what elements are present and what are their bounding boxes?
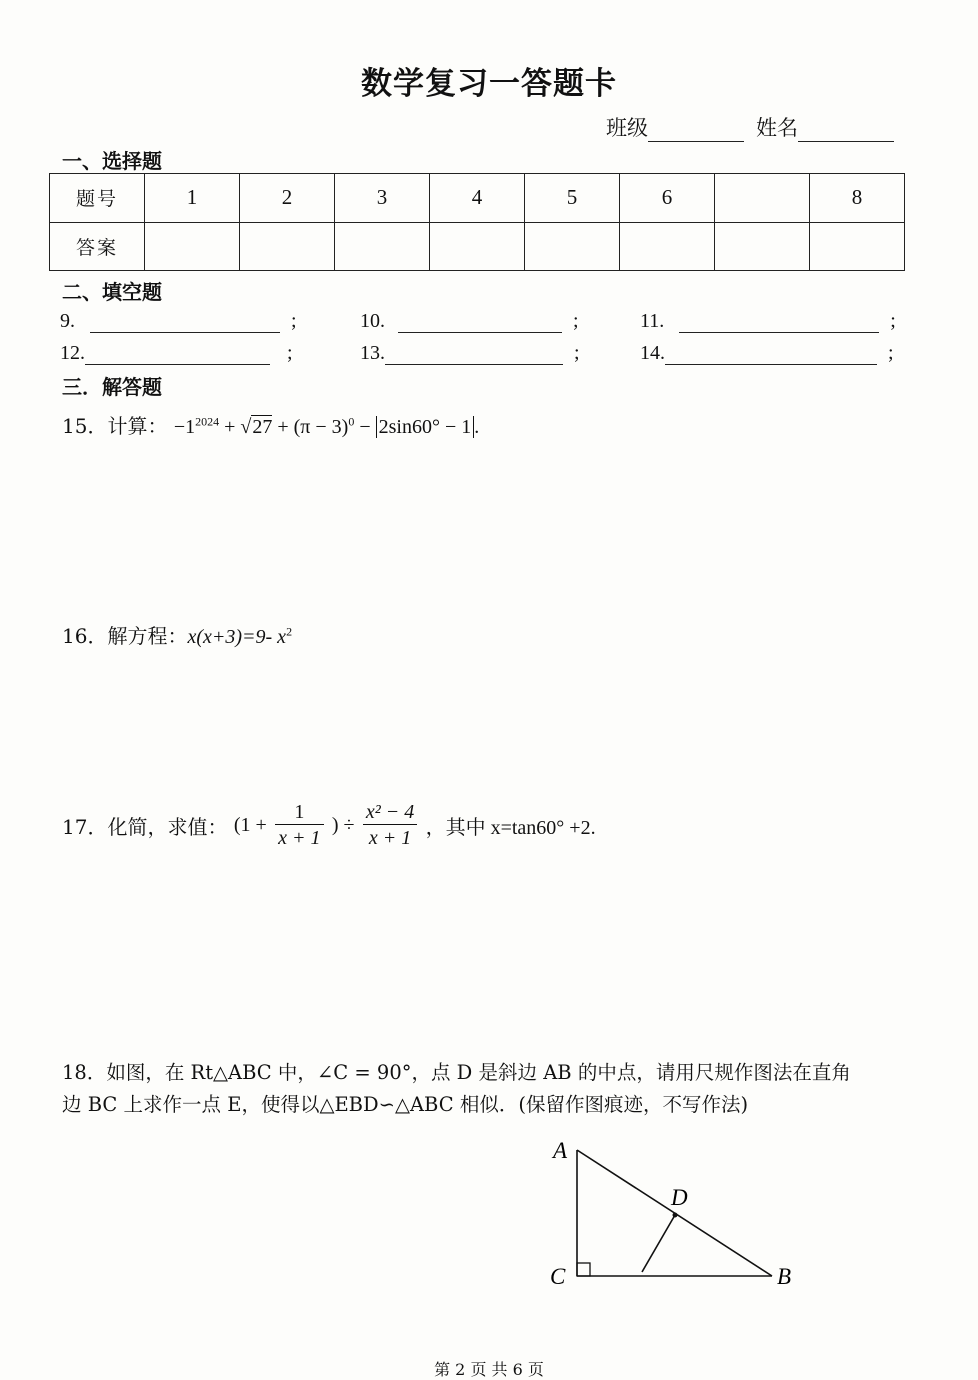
fill-item-12[interactable] [60, 342, 293, 365]
page-title: 数学复习一答题卡 [361, 66, 617, 102]
fill-terminator: ; [574, 342, 580, 364]
answer-cell[interactable] [810, 222, 905, 271]
question-number [715, 174, 810, 223]
question-number: 3 [335, 174, 430, 223]
fill-item-11[interactable] [640, 310, 896, 333]
fill-number: 13. [360, 342, 385, 364]
fill-blank[interactable] [385, 344, 563, 365]
q16-equation: x(x+3)=9- x [187, 626, 287, 648]
point-c-label: C [550, 1264, 566, 1289]
point-a-label: A [553, 1138, 568, 1163]
fill-item-9[interactable] [60, 310, 297, 333]
fill-terminator: ; [888, 342, 894, 364]
section-fill-heading: 二、填空题 [62, 280, 162, 304]
class-blank[interactable] [648, 119, 744, 142]
fill-item-13[interactable] [360, 342, 580, 365]
right-angle-mark [577, 1263, 590, 1276]
q17-fraction-2: $\frac{\text{x² − 4}}{x + 1}$ [363, 800, 417, 851]
answer-cell[interactable] [335, 222, 430, 271]
question-number: 6 [620, 174, 715, 223]
answer-row [50, 222, 905, 271]
fill-item-14[interactable] [640, 342, 894, 365]
name-field[interactable] [756, 112, 894, 142]
fill-terminator: ; [287, 342, 293, 364]
question-number: 5 [525, 174, 620, 223]
answer-cell[interactable] [620, 222, 715, 271]
class-label: 班级 [606, 116, 648, 140]
point-b-label: B [777, 1264, 792, 1289]
q17-condition: ，其中 x=tan60° +2. [425, 817, 596, 839]
fill-terminator: ; [890, 310, 896, 332]
answer-row-header: 答案 [50, 222, 145, 271]
q16-label: 16．解方程： [62, 624, 188, 648]
section-solve-heading: 三．解答题 [62, 375, 162, 399]
class-field[interactable] [606, 112, 744, 142]
answer-cell[interactable] [525, 222, 620, 271]
question-number: 8 [810, 174, 905, 223]
fill-terminator: ; [573, 310, 579, 332]
question-16 [62, 620, 292, 649]
answer-cell[interactable] [430, 222, 525, 271]
question-number: 2 [240, 174, 335, 223]
answer-cell[interactable] [715, 222, 810, 271]
choice-answer-table [49, 173, 905, 271]
construction-line [642, 1215, 675, 1272]
fill-blank[interactable] [398, 312, 562, 333]
fill-number: 10. [360, 310, 385, 332]
name-blank[interactable] [798, 119, 894, 142]
question-18-line-1: 18．如图，在 Rt△ABC 中，∠C = 90°，点 D 是斜边 AB 的中点，请用尺规作图法在直角 [62, 1061, 851, 1084]
fill-item-10[interactable] [360, 310, 579, 333]
q15-expression: $-1^{2024} + √27 + (\pi - 3)^0 - 2\sin 60^\circ - 1$ . [173, 414, 480, 438]
q17-fraction-1: $\frac{1}{x + 1}$ [275, 800, 323, 851]
fill-blank[interactable] [679, 312, 879, 333]
page-footer: 第 2 页 共 6 页 [434, 1360, 544, 1379]
fill-number: 12. [60, 342, 85, 364]
question-18-line-2: 边 BC 上求作一点 E，使得以△EBD∽△ABC 相似．(保留作图痕迹，不写作法) [62, 1093, 749, 1116]
question-17: 17．化简，求值： (1 + $\frac{1}{x + 1}$ ) ÷ $\frac{\text{x² − 4}}{x + 1}$ ，其中 x=tan60° +2. [62, 801, 596, 849]
fill-terminator: ; [291, 310, 297, 332]
triangle-figure [540, 1130, 810, 1290]
question-number: 1 [145, 174, 240, 223]
number-row-header: 题号 [50, 174, 145, 223]
section-choice-heading: 一、选择题 [62, 149, 162, 173]
number-row [50, 174, 905, 223]
q16-exponent: 2 [286, 624, 293, 639]
fill-number: 14. [640, 342, 665, 364]
question-number: 4 [430, 174, 525, 223]
fill-blank[interactable] [85, 344, 270, 365]
name-label: 姓名 [756, 116, 798, 140]
fill-number: 11. [640, 310, 665, 332]
fill-number: 9. [60, 310, 75, 332]
q17-label: 17．化简，求值： [62, 815, 228, 839]
answer-cell[interactable] [145, 222, 240, 271]
point-d-label: D [671, 1185, 688, 1210]
point-d-dot [673, 1213, 678, 1218]
q15-label: 15．计算： [62, 414, 168, 438]
fill-blank[interactable] [90, 312, 280, 333]
question-15 [62, 410, 479, 439]
fill-blank[interactable] [665, 344, 877, 365]
answer-cell[interactable] [240, 222, 335, 271]
